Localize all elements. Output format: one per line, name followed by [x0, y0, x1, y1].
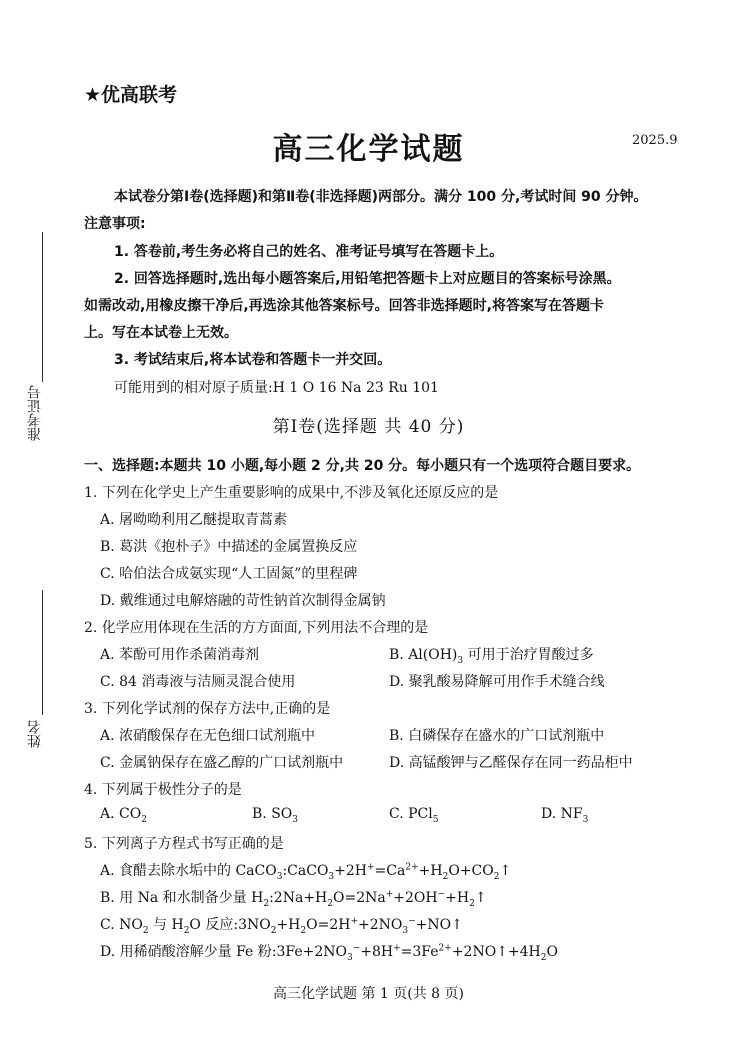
- part1-heading: 一、选择题:本题共 10 小题,每小题 2 分,共 20 分。每小题只有一个选项符合题目要求。: [84, 458, 641, 474]
- q2-stem: 2. 化学应用体现在生活的方方面面,下列用法不合理的是: [84, 620, 429, 636]
- name-line: [42, 590, 43, 715]
- name-label: 姓名: [27, 720, 43, 748]
- q3-option-d: D. 高锰酸钾与乙醛保存在同一药品柜中: [389, 755, 633, 771]
- q4-option-c: C. PCl$_5$: [389, 806, 439, 825]
- q5-option-b: B. 用 Na 和水制备少量 $H_2:2Na+H_2O=2Na^++2OH^-+H_2↑$: [100, 889, 487, 909]
- notes-heading: 注意事项:: [84, 216, 146, 232]
- q2-option-a: A. 苯酚可用作杀菌消毒剂: [100, 647, 260, 663]
- note-1: 1. 答卷前,考生务必将自己的姓名、准考证号填写在答题卡上。: [114, 244, 504, 260]
- q5-option-a: A. 食醋去除水垢中的 $CaCO_3:CaCO_3+2H^+=Ca^{2+}+H_2O+CO_2↑$: [100, 862, 512, 882]
- q2-option-b: B. $Al(OH)_3$ 可用于治疗胃酸过多: [389, 647, 594, 666]
- section-title: 第Ⅰ卷(选择题 共 40 分): [272, 417, 465, 437]
- page-footer: 高三化学试题 第 1 页(共 8 页): [273, 986, 464, 1002]
- note-2b: 如需改动,用橡皮擦干净后,再选涂其他答案标号。回答非选择题时,将答案写在答题卡: [84, 298, 604, 314]
- note-3: 3. 考试结束后,将本试卷和答题卡一并交回。: [114, 352, 392, 368]
- exam-number-label: 准考证号: [27, 385, 43, 441]
- q5-option-d: D. 用稀硝酸溶解少量 Fe 粉$:3Fe+2NO_3^-+8H^+=3Fe^{2+}+2NO↑+4H_2O$: [100, 943, 558, 963]
- q4-option-a: A. $CO_2$: [100, 806, 147, 825]
- exam-number-line: [42, 232, 43, 382]
- q4-option-d: D. $NF_3$: [541, 806, 589, 825]
- q1-option-b: B. 葛洪《抱朴子》中描述的金属置换反应: [100, 539, 358, 555]
- q3-stem: 3. 下列化学试剂的保存方法中,正确的是: [84, 701, 331, 717]
- page-title: 高三化学试题: [272, 132, 465, 167]
- exam-date: 2025.9: [632, 133, 678, 148]
- q2-option-c: C. 84 消毒液与洁厕灵混合使用: [100, 674, 296, 690]
- note-2a: 2. 回答选择题时,选出每小题答案后,用铅笔把答题卡上对应题目的答案标号涂黑。: [114, 271, 621, 287]
- q1-option-c: C. 哈伯法合成氨实现“人工固氮”的里程碑: [100, 566, 358, 582]
- brand-label: ★优高联考: [84, 84, 178, 106]
- q4-stem: 4. 下列属于极性分子的是: [84, 782, 242, 798]
- intro-text: 本试卷分第Ⅰ卷(选择题)和第Ⅱ卷(非选择题)两部分。满分 100 分,考试时间 90 分钟。: [114, 189, 648, 205]
- q5-option-c: C. $NO_2$ 与 $H_2O$ 反应$:3NO_2+H_2O=2H^++2NO_3^-+NO↑$: [100, 916, 463, 936]
- q3-option-b: B. 白磷保存在盛水的广口试剂瓶中: [389, 728, 605, 744]
- q5-stem: 5. 下列离子方程式书写正确的是: [84, 836, 284, 852]
- q1-stem: 1. 下列在化学史上产生重要影响的成果中,不涉及氧化还原反应的是: [84, 485, 499, 501]
- q4-option-b: B. $SO_3$: [252, 806, 298, 825]
- q1-option-a: A. 屠呦呦利用乙醚提取青蒿素: [100, 512, 288, 528]
- q1-option-d: D. 戴维通过电解熔融的苛性钠首次制得金属钠: [100, 593, 386, 609]
- q3-option-a: A. 浓硝酸保存在无色细口试剂瓶中: [100, 728, 316, 744]
- q2-option-d: D. 聚乳酸易降解可用作手术缝合线: [389, 674, 605, 690]
- q3-option-c: C. 金属钠保存在盛乙醇的广口试剂瓶中: [100, 755, 344, 771]
- atomic-masses: 可能用到的相对原子质量:H 1 O 16 Na 23 Ru 101: [114, 380, 439, 396]
- note-2c: 上。写在本试卷上无效。: [84, 325, 238, 341]
